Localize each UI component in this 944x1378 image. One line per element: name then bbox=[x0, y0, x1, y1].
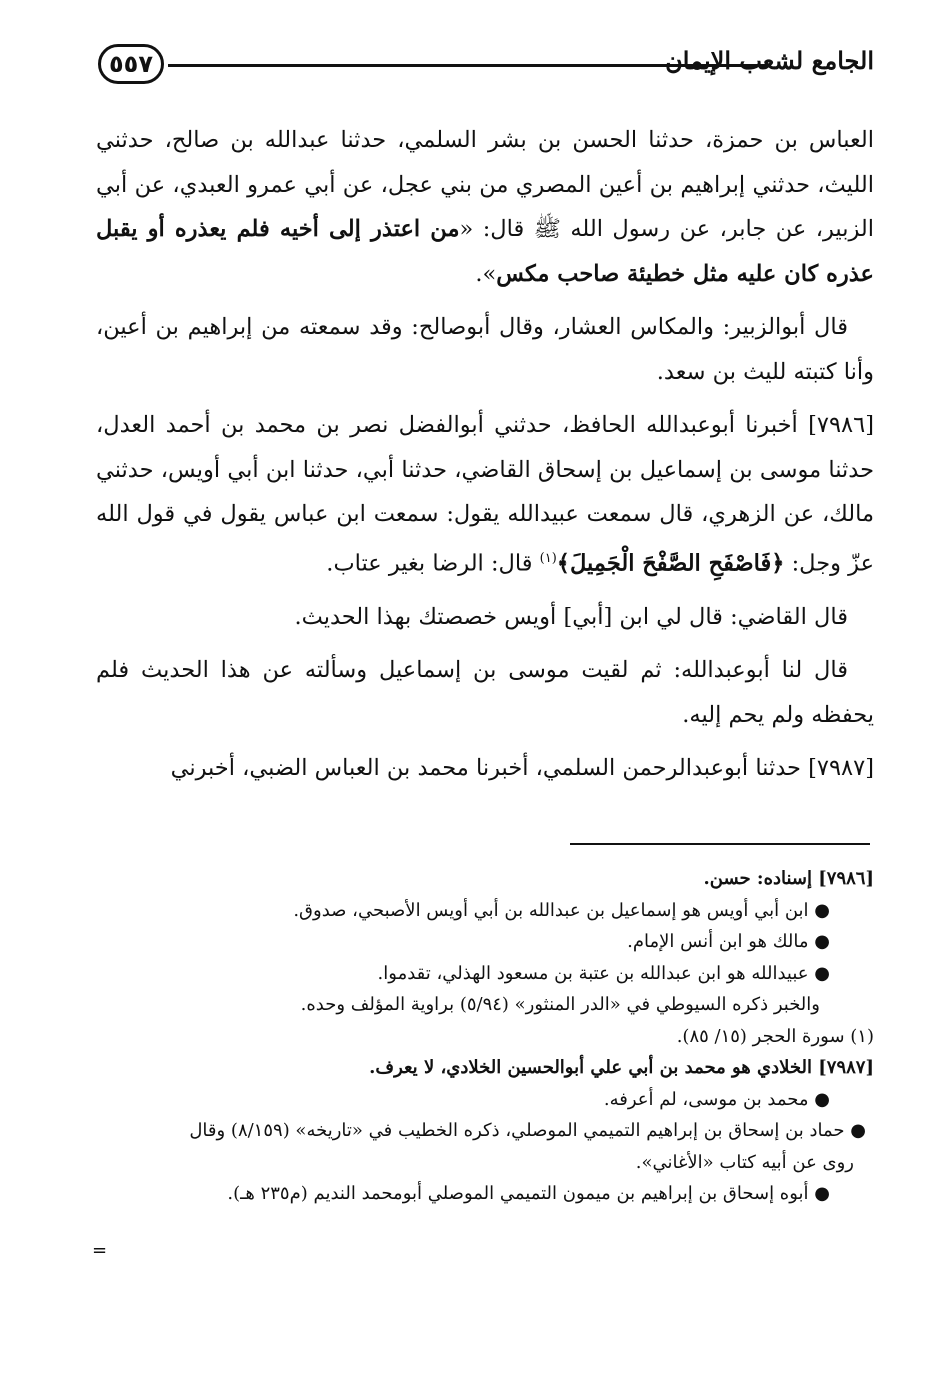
paragraph-7987: [٧٩٨٧] حدثنا أبوعبدالرحمن السلمي، أخبرنا محمد بن العباس الضبي، أخبرني bbox=[170, 755, 874, 781]
bullet-icon: ● bbox=[814, 1183, 830, 1204]
footnote-7986-head: [٧٩٨٦] إسناده: حسن. bbox=[703, 868, 874, 889]
bullet-icon: ● bbox=[814, 1088, 830, 1110]
footnote-bullet-continuation: روى عن أبيه كتاب «الأغاني». bbox=[635, 1151, 854, 1173]
hadith-isnad: العباس بن حمزة، حدثنا الحسن بن بشر السلمي، حدثنا عبدالله بن صالح، حدثني الليث، حدثني إبراهيم بن أعين المصري من بني عجل، عن أبي عمرو العبدي، عن أبي الزبير، عن جابر، عن رسول الله ﷺ قال: « bbox=[96, 127, 874, 242]
running-title: الجامع لشعب الإيمان bbox=[665, 46, 874, 75]
paragraph-hadith bbox=[96, 118, 874, 296]
footnote-bullet-text: حماد بن إسحاق بن إبراهيم التميمي الموصلي، ذكره الخطيب في «تاريخه» (٨/١٥٩) وقال bbox=[189, 1120, 845, 1141]
page-header bbox=[98, 40, 874, 104]
footnote-bullet bbox=[96, 1115, 874, 1147]
page-number: ٥٥٧ bbox=[98, 44, 164, 84]
hadith-close: ». bbox=[475, 260, 497, 287]
bullet-icon: ● bbox=[814, 931, 830, 952]
bullet-icon: ● bbox=[814, 962, 830, 984]
bullet-icon: ● bbox=[850, 1120, 866, 1141]
hadith-matn: من اعتذر إلى أخيه فلم يعذره أو يقبل عذره كان عليه مثل خطيئة صاحب مكس bbox=[96, 216, 874, 287]
footnote-bullet-text: ابن أبي أويس هو إسماعيل بن عبدالله بن أبي أويس الأصبحي، صدوق. bbox=[293, 899, 809, 921]
quran-verse: ﴿فَاصْفَحِ الصَّفْحَ الْجَمِيلَ﴾ bbox=[556, 550, 785, 576]
paragraph-7986 bbox=[96, 403, 874, 586]
main-text bbox=[96, 118, 874, 800]
footnote-separator bbox=[570, 843, 870, 845]
footnote-note: والخبر ذكره السيوطي في «الدر المنثور» (٥/٩٤) براوية المؤلف وحده. bbox=[300, 994, 820, 1015]
footnote-bullet bbox=[96, 895, 874, 927]
footnote-bullet-text: أبوه إسحاق بن إبراهيم بن ميمون التميمي الموصلي أبومحمد النديم (م٢٣٥ هـ). bbox=[227, 1183, 809, 1204]
bullet-icon: ● bbox=[814, 899, 830, 921]
paragraph-7986-text: [٧٩٨٦] أخبرنا أبوعبدالله الحافظ، حدثني أبوالفضل نصر بن محمد بن أحمد العدل، حدثنا موسى بن إسماعيل بن إسحاق القاضي، حدثنا أبي، حدثنا ابن أبي أويس، حدثني مالك، عن الزهري، قال سمعت عبيدالله يقول: سمعت ابن عباس يقول في قول الله عزّ وجل: bbox=[96, 412, 874, 576]
footnotes bbox=[96, 863, 874, 1210]
footnote-7987-head: [٧٩٨٧] الخلادي هو محمد بن أبي علي أبوالحسين الخلادي، لا يعرف. bbox=[369, 1057, 874, 1078]
continuation-mark: = bbox=[92, 1240, 108, 1261]
footnote-bullet bbox=[96, 1084, 874, 1116]
footnote-bullet-text: مالك هو ابن أنس الإمام. bbox=[627, 931, 809, 952]
footnote-bullet-text: محمد بن موسى، لم أعرفه. bbox=[603, 1088, 809, 1110]
paragraph-commentary: قال أبوالزبير: والمكاس العشار، وقال أبوصالح: وقد سمعته من إبراهيم بن أعين، وأنا كتبته لليث بن سعد. bbox=[96, 314, 874, 385]
footnote-bullet bbox=[96, 926, 874, 958]
paragraph-7986-end: قال: الرضا بغير عتاب. bbox=[326, 550, 540, 576]
footnote-bullet-text: عبيدالله هو ابن عبدالله بن عتبة بن مسعود الهذلي، تقدموا. bbox=[377, 962, 809, 984]
footnote-bullet bbox=[96, 958, 874, 990]
paragraph-abu-abdullah: قال لنا أبوعبدالله: ثم لقيت موسى بن إسماعيل وسألته عن هذا الحديث فلم يحفظه ولم يحم إليه. bbox=[96, 657, 874, 728]
footnote-quran-source: (١) سورة الحجر (١٥/ ٨٥). bbox=[676, 1025, 874, 1047]
paragraph-qadi: قال القاضي: قال لي ابن [أبي] أويس خصصتك بهذا الحديث. bbox=[294, 603, 848, 630]
footnote-bullet bbox=[96, 1178, 874, 1210]
footnote-marker: (١) bbox=[539, 550, 557, 566]
